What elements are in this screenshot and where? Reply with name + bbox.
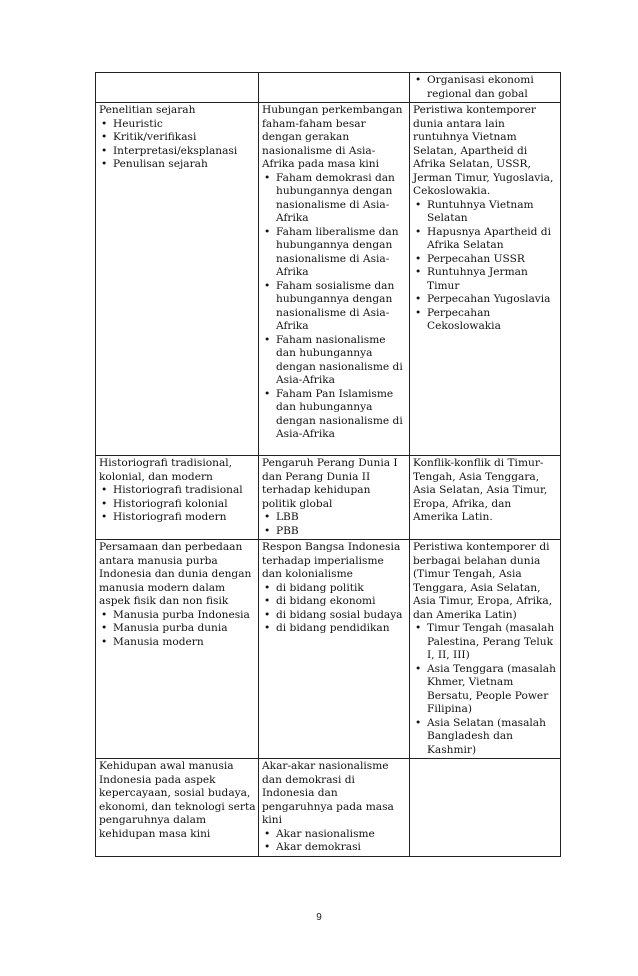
cell-text: Respon Bangsa Indonesia terhadap imperialisme dan kolonialisme (262, 541, 401, 580)
cell-text: Kehidupan awal manusia Indonesia pada aspek kepercayaan, sosial budaya, ekonomi, dan teknologi serta pengaruhnya dalam kehidupan masa kini (99, 760, 256, 840)
cell-text: Hubungan perkembangan faham-faham besar dengan gerakan nasionalisme di Asia-Afrika pada masa kini (262, 104, 403, 170)
table-cell (410, 540, 561, 759)
table-row (96, 73, 561, 103)
list-item: • Faham Pan Islamisme dan hubungannya dengan nasionalisme di Asia-Afrika (262, 388, 407, 442)
list-item: • LBB (262, 511, 407, 525)
list-item: • Historiografi tradisional (99, 484, 256, 498)
list-item: • Hapusnya Apartheid di Afrika Selatan (413, 226, 558, 253)
list-item: • Historiografi kolonial (99, 498, 256, 512)
cell-text: Konflik-konflik di Timur-Tengah, Asia Tenggara, Asia Selatan, Asia Timur, Eropa, Afrika, dan Amerika Latin. (413, 457, 548, 523)
list-item: • Asia Tenggara (masalah Khmer, Vietnam Bersatu, People Power Filipina) (413, 663, 558, 717)
table-row (96, 540, 561, 759)
table-cell (96, 540, 259, 759)
table-cell (259, 540, 410, 759)
cell-text: Peristiwa kontemporer dunia antara lain runtuhnya Vietnam Selatan, Apartheid di Afrika Selatan, USSR, Jerman Timur, Yugoslavia, Cekoslowakia. (413, 104, 554, 197)
list-item: • Faham liberalisme dan hubungannya dengan nasionalisme di Asia-Afrika (262, 226, 407, 280)
list-item: • Runtuhnya Vietnam Selatan (413, 199, 558, 226)
list-item: • Perpecahan Cekoslowakia (413, 307, 558, 334)
list-item: • Asia Selatan (masalah Bangladesh dan Kashmir) (413, 717, 558, 758)
list-item: • Faham nasionalisme dan hubungannya dengan nasionalisme di Asia-Afrika (262, 334, 407, 388)
list-item: • Manusia modern (99, 636, 256, 650)
list-item: • Faham demokrasi dan hubungannya dengan nasionalisme di Asia-Afrika (262, 172, 407, 226)
table-row (96, 103, 561, 456)
list-item: • Faham sosialisme dan hubungannya dengan nasionalisme di Asia-Afrika (262, 280, 407, 334)
table-row (96, 759, 561, 857)
list-item: • di bidang sosial budaya (262, 609, 407, 623)
cell-text: Historiografi tradisional, kolonial, dan modern (99, 457, 233, 483)
list-item: • Kritik/verifikasi (99, 131, 256, 145)
list-item: • Manusia purba dunia (99, 622, 256, 636)
list-item: • di bidang pendidikan (262, 622, 407, 636)
table-cell (96, 73, 259, 103)
table-cell (410, 759, 561, 857)
list-item: • Akar demokrasi (262, 841, 407, 855)
list-item: • Historiografi modern (99, 511, 256, 525)
list-item: • Interpretasi/eksplanasi (99, 145, 256, 159)
cell-text: Akar-akar nasionalisme dan demokrasi di Indonesia dan pengaruhnya pada masa kini (262, 760, 394, 826)
list-item: • PBB (262, 525, 407, 539)
list-item: • Manusia purba Indonesia (99, 609, 256, 623)
list-item: • Heuristic (99, 118, 256, 132)
table-cell (259, 456, 410, 540)
table-cell (96, 103, 259, 456)
list-item: • Akar nasionalisme (262, 828, 407, 842)
table-cell (410, 456, 561, 540)
table-cell (410, 73, 561, 103)
list-item: • Timur Tengah (masalah Palestina, Perang Teluk I, II, III) (413, 622, 558, 663)
table-cell (259, 103, 410, 456)
list-item: • di bidang politik (262, 582, 407, 596)
table-cell (96, 456, 259, 540)
list-item: • Perpecahan Yugoslavia (413, 293, 558, 307)
cell-text: Penelitian sejarah (99, 104, 196, 116)
table-cell (259, 73, 410, 103)
table-cell (410, 103, 561, 456)
cell-text: Pengaruh Perang Dunia I dan Perang Dunia II terhadap kehidupan politik global (262, 457, 398, 510)
table-cell (259, 759, 410, 857)
list-item: • Runtuhnya Jerman Timur (413, 266, 558, 293)
list-item: • Perpecahan USSR (413, 253, 558, 267)
cell-text: Persamaan dan perbedaan antara manusia purba Indonesia dan dunia dengan manusia modern dalam aspek fisik dan non fisik (99, 541, 252, 607)
list-item: • di bidang ekonomi (262, 595, 407, 609)
cell-text: Peristiwa kontemporer di berbagai belahan dunia (Timur Tengah, Asia Tenggara, Asia Selatan, Asia Timur, Eropa, Afrika, dan Amerika Latin) (413, 541, 553, 621)
list-item: • Penulisan sejarah (99, 158, 256, 172)
table-cell (96, 759, 259, 857)
list-item: • Organisasi ekonomi regional dan gobal (413, 74, 558, 101)
page-number: 9 (316, 912, 322, 923)
syllabus-table (95, 72, 561, 857)
table-row (96, 456, 561, 540)
